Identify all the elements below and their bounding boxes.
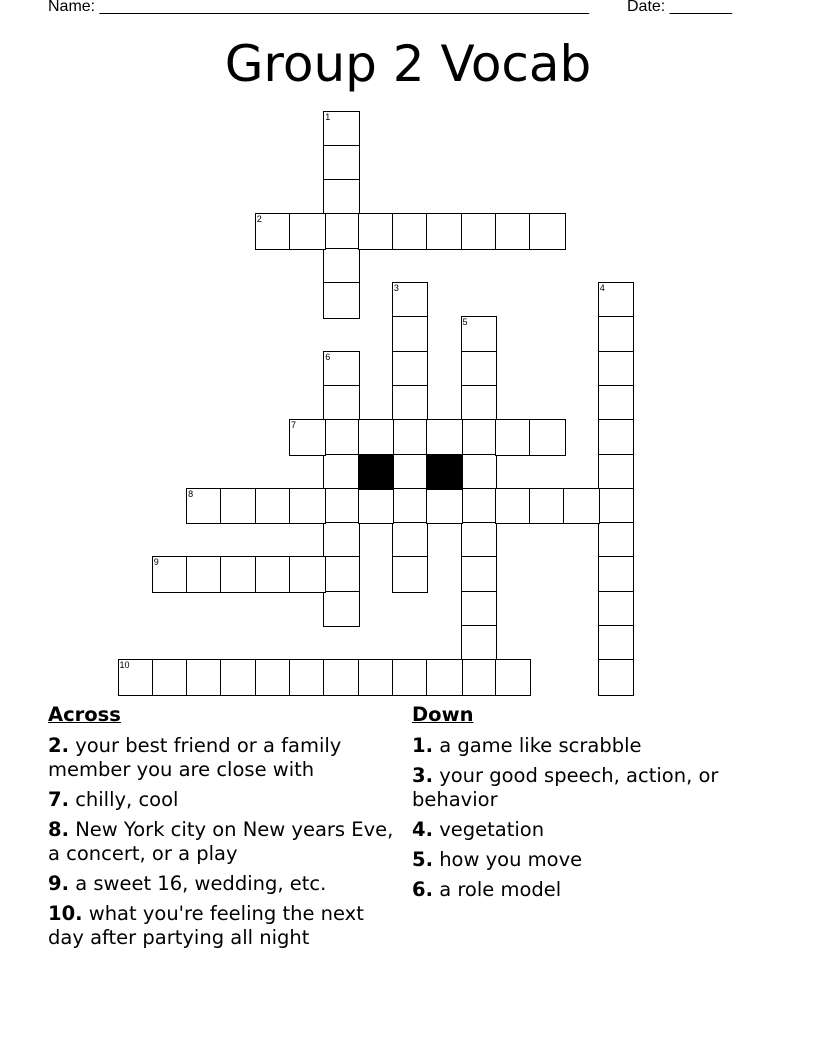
- across-clue: [48, 788, 403, 812]
- crossword-cell[interactable]: [529, 213, 566, 250]
- crossword-cell[interactable]: [152, 659, 189, 696]
- clue-number: 5.: [412, 848, 433, 871]
- clue-text: vegetation: [439, 818, 545, 841]
- crossword-cell[interactable]: [358, 213, 395, 250]
- clue-text: a game like scrabble: [439, 734, 642, 757]
- crossword-cell[interactable]: [461, 316, 498, 353]
- crossword-cell[interactable]: [255, 213, 292, 250]
- clue-number: 6.: [412, 878, 433, 901]
- clue-number: 3.: [412, 764, 433, 787]
- crossword-cell[interactable]: [598, 625, 635, 662]
- crossword-cell[interactable]: [461, 591, 498, 628]
- crossword-cell[interactable]: [289, 213, 326, 250]
- crossword-cell[interactable]: [495, 213, 532, 250]
- crossword-cell[interactable]: [392, 282, 429, 319]
- crossword-cell[interactable]: [426, 419, 463, 456]
- down-clue: [412, 764, 742, 812]
- crossword-cell[interactable]: [323, 659, 360, 696]
- clue-number: 1.: [412, 734, 433, 757]
- crossword-cell[interactable]: [461, 522, 498, 559]
- down-clues: [412, 702, 742, 908]
- clue-number: 10.: [48, 902, 83, 925]
- crossword-cell[interactable]: [323, 213, 360, 250]
- clue-number: 9.: [48, 872, 69, 895]
- cell-number: 1: [325, 111, 331, 122]
- crossword-cell[interactable]: [323, 351, 360, 388]
- crossword-cell[interactable]: [461, 454, 498, 491]
- crossword-cell[interactable]: [289, 556, 326, 593]
- crossword-cell[interactable]: [461, 419, 498, 456]
- crossword-cell[interactable]: [255, 488, 292, 525]
- clue-number: 2.: [48, 734, 69, 757]
- down-clue: [412, 734, 742, 758]
- crossword-cell[interactable]: [598, 522, 635, 559]
- crossword-cell[interactable]: [358, 419, 395, 456]
- clue-text: what you're feeling the next day after partying all night: [48, 902, 364, 949]
- crossword-cell[interactable]: [323, 419, 360, 456]
- crossword-cell[interactable]: [220, 556, 257, 593]
- crossword-cell[interactable]: [598, 282, 635, 319]
- crossword-cell[interactable]: [186, 659, 223, 696]
- cell-number: 4: [599, 283, 605, 293]
- cell-number: 2: [256, 214, 262, 225]
- down-clue: [412, 818, 742, 842]
- cell-number: 8: [188, 488, 194, 499]
- across-clue: [48, 872, 403, 896]
- crossword-cell[interactable]: [220, 659, 257, 696]
- blocked-cell: [358, 454, 395, 491]
- crossword-cell[interactable]: [598, 316, 635, 353]
- crossword-cell[interactable]: [323, 385, 360, 422]
- crossword-cell[interactable]: [289, 419, 326, 456]
- crossword-cell[interactable]: [563, 488, 600, 525]
- crossword-cell[interactable]: [323, 179, 360, 216]
- crossword-cell[interactable]: [598, 488, 635, 525]
- cell-number: 6: [325, 351, 331, 362]
- cell-number: 3: [393, 283, 399, 293]
- clue-text: New York city on New years Eve, a concert, or a play: [48, 818, 394, 865]
- clue-text: your good speech, action, or behavior: [412, 764, 719, 811]
- clue-text: a role model: [439, 878, 562, 901]
- crossword-cell[interactable]: [598, 385, 635, 422]
- crossword-cell[interactable]: [186, 488, 223, 525]
- name-field: Name: _______________________________________________________: [48, 0, 589, 15]
- crossword-cell[interactable]: [220, 488, 257, 525]
- crossword-cell[interactable]: [598, 454, 635, 491]
- crossword-cell[interactable]: [495, 419, 532, 456]
- across-clue: [48, 902, 403, 950]
- crossword-cell[interactable]: [529, 488, 566, 525]
- crossword-cell[interactable]: [598, 351, 635, 388]
- crossword-cell[interactable]: [152, 556, 189, 593]
- crossword-cell[interactable]: [495, 488, 532, 525]
- crossword-cell[interactable]: [323, 488, 360, 525]
- crossword-cell[interactable]: [289, 659, 326, 696]
- crossword-cell[interactable]: [598, 591, 635, 628]
- blocked-cell: [426, 454, 463, 491]
- crossword-cell[interactable]: [186, 556, 223, 593]
- crossword-cell[interactable]: [392, 556, 429, 593]
- clue-text: chilly, cool: [75, 788, 179, 811]
- crossword-cell[interactable]: [392, 659, 429, 696]
- cell-number: 10: [119, 660, 130, 671]
- crossword-cell[interactable]: [392, 419, 429, 456]
- across-clue: [48, 818, 403, 866]
- cell-number: 9: [153, 557, 159, 568]
- date-field: Date: _______: [627, 0, 732, 15]
- down-clue: [412, 878, 742, 902]
- cell-number: 7: [291, 420, 297, 431]
- across-heading: Across: [48, 703, 121, 726]
- crossword-cell[interactable]: [392, 454, 429, 491]
- crossword-cell[interactable]: [461, 385, 498, 422]
- crossword-cell[interactable]: [392, 488, 429, 525]
- crossword-cell[interactable]: [289, 488, 326, 525]
- crossword-cell[interactable]: [358, 488, 395, 525]
- crossword-cell[interactable]: [461, 351, 498, 388]
- crossword-cell[interactable]: [461, 556, 498, 593]
- crossword-cell[interactable]: [461, 625, 498, 662]
- crossword-cell[interactable]: [392, 316, 429, 353]
- clue-text: how you move: [439, 848, 583, 871]
- down-clue: [412, 848, 742, 872]
- cell-number: 5: [462, 317, 468, 328]
- crossword-cell[interactable]: [495, 659, 532, 696]
- clue-text: your best friend or a family member you are close with: [48, 734, 342, 781]
- crossword-cell[interactable]: [392, 385, 429, 422]
- crossword-cell[interactable]: [118, 659, 155, 696]
- across-clues: [48, 702, 403, 956]
- page-title: Group 2 Vocab: [224, 35, 592, 93]
- clue-text: a sweet 16, wedding, etc.: [75, 872, 327, 895]
- crossword-cell[interactable]: [598, 556, 635, 593]
- crossword-cell[interactable]: [392, 351, 429, 388]
- crossword-cell[interactable]: [323, 556, 360, 593]
- crossword-cell[interactable]: [323, 522, 360, 559]
- crossword-cell[interactable]: [392, 213, 429, 250]
- crossword-cell[interactable]: [323, 591, 360, 628]
- clue-number: 8.: [48, 818, 69, 841]
- crossword-cell[interactable]: [323, 248, 360, 285]
- crossword-cell[interactable]: [323, 454, 360, 491]
- crossword-cell[interactable]: [358, 659, 395, 696]
- crossword-cell[interactable]: [598, 659, 635, 696]
- crossword-cell[interactable]: [461, 213, 498, 250]
- crossword-cell[interactable]: [529, 419, 566, 456]
- crossword-cell[interactable]: [255, 659, 292, 696]
- clue-number: 7.: [48, 788, 69, 811]
- down-heading: Down: [412, 703, 474, 726]
- crossword-cell[interactable]: [392, 522, 429, 559]
- crossword-cell[interactable]: [461, 659, 498, 696]
- crossword-cell[interactable]: [323, 111, 360, 148]
- across-clue: [48, 734, 403, 782]
- crossword-cell[interactable]: [323, 282, 360, 319]
- crossword-cell[interactable]: [255, 556, 292, 593]
- crossword-cell[interactable]: [426, 659, 463, 696]
- clue-number: 4.: [412, 818, 433, 841]
- crossword-cell[interactable]: [426, 213, 463, 250]
- crossword-cell[interactable]: [461, 488, 498, 525]
- crossword-cell[interactable]: [598, 419, 635, 456]
- crossword-cell[interactable]: [323, 145, 360, 182]
- crossword-cell[interactable]: [426, 488, 463, 525]
